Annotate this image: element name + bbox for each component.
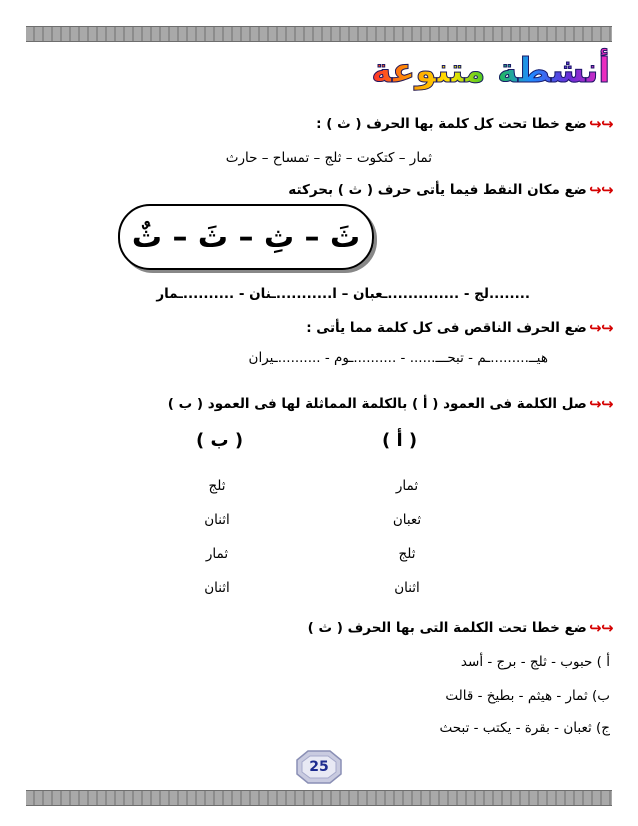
col-a-item: ثعبان (392, 512, 422, 528)
page-title: أنشطة متنوعة (371, 46, 610, 96)
section1-instruction: ضع خطا تحت كل كلمة بها الحرف ( ث ) : (316, 116, 587, 132)
top-border-band (26, 26, 612, 42)
red-arrows-icon: ↩ ↩ (588, 115, 614, 133)
section3-instruction-row (306, 320, 614, 336)
column-a-header: ( أ ) (382, 430, 418, 451)
section1-instruction-row (316, 116, 614, 132)
col-b-item: اثنان (204, 580, 230, 596)
page-number: 25 (309, 759, 329, 775)
red-arrows-icon: ↩ ↩ (588, 395, 614, 413)
section5-line-c: ج) ثعبان - بقرة - يكتب - تبحث (439, 720, 610, 736)
section5-line-a: أ ) حبوب - ثلج - برج - أسد (460, 654, 610, 670)
col-a-item: ثلج (398, 546, 416, 562)
red-arrows-icon: ↩ ↩ (588, 181, 614, 199)
bottom-border-band (26, 790, 612, 806)
page-number-badge (296, 750, 342, 784)
section2-fill: ........لج - ..............ـعبان – ا...........ـنان - ..........ـمار (156, 286, 530, 302)
column-b-header: ( ب ) (196, 430, 244, 451)
section4-instruction: صل الكلمة فى العمود ( أ ) بالكلمة المماثلة لها فى العمود ( ب ) (167, 396, 587, 412)
col-b-item: ثلج (208, 478, 226, 494)
section5-instruction: ضع خطا تحت الكلمة التى بها الحرف ( ث ) (307, 620, 587, 636)
harakat-box (118, 204, 374, 270)
section5-line-b: ب) ثمار - هيثم - بطيخ - قالت (445, 688, 610, 704)
section5-instruction-row (308, 620, 614, 636)
section3-fill: هيــ.........ـم - تبحـــ...... - ..........ـوم - ..........ـيران (248, 350, 548, 366)
col-a-item: اثنان (394, 580, 420, 596)
harakat-letters: ثَ – ثِ – ثَ – ثٌ (131, 219, 361, 255)
section3-instruction: ضع الحرف الناقص فى كل كلمة مما يأتى : (306, 320, 587, 336)
red-arrows-icon: ↩ ↩ (588, 319, 614, 337)
section4-instruction-row (168, 396, 614, 412)
section2-instruction-row (288, 182, 614, 198)
red-arrows-icon: ↩ ↩ (588, 619, 614, 637)
section1-words: ثمار – كتكوت – ثلج – تمساح – حارث (225, 150, 432, 166)
col-b-item: اثنان (204, 512, 230, 528)
col-a-item: ثمار (395, 478, 419, 494)
col-b-item: ثمار (205, 546, 229, 562)
section2-instruction: ضع مكان النقط فيما يأتى حرف ( ث ) بحركته (288, 182, 587, 198)
